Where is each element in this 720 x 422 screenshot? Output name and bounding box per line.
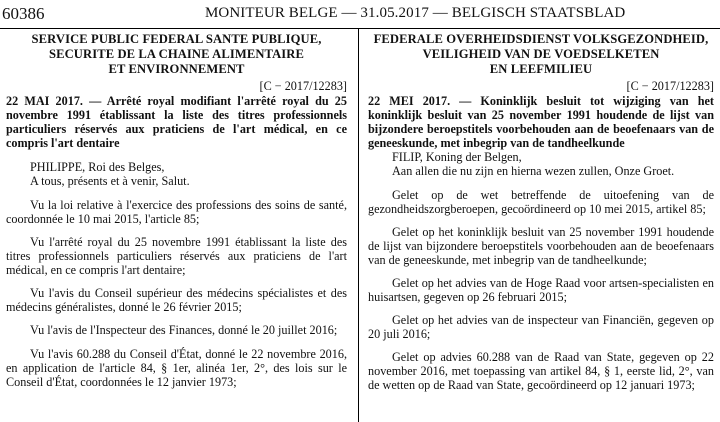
dutch-column — [368, 32, 714, 392]
sovereign-line: PHILIPPE, Roi des Belges, — [30, 160, 165, 174]
preamble-paragraph: Gelet op het advies van de inspecteur van Financiën, gegeven op 20 juli 2016; — [368, 313, 714, 341]
greeting-line: Aan allen die nu zijn en hierna wezen zullen, Onze Groet. — [392, 164, 675, 178]
preamble-paragraph: Gelet op het advies van de Hoge Raad voor artsen-specialisten en huisartsen, gegeven op 26 februari 2015; — [368, 276, 714, 304]
decree-title: — Arrêté royal modifiant l'arrêté royal du 25 novembre 1991 établissant la liste des titres professionnels particuliers réservés aux praticiens de l'art médical, en ce compris l'art dentaire — [6, 94, 347, 150]
preamble-paragraph: Vu l'arrêté royal du 25 novembre 1991 établissant la liste des titres professionnels particuliers réservés aux praticiens de l'art médical, en ce compris l'art dentaire; — [6, 235, 347, 277]
page-header — [0, 0, 720, 29]
institution-name: SERVICE PUBLIC FEDERAL SANTE PUBLIQUE, SECURITE DE LA CHAINE ALIMENTAIRE ET ENVIRONNEMENT — [31, 32, 322, 76]
preamble-paragraph: Gelet op het koninklijk besluit van 25 november 1991 houdende de lijst van bijzondere beroepstitels voorbehouden aan de beoefenaars van de geneeskunde, met inbegrip van de tandheelkunde; — [368, 225, 714, 267]
gazette-title: MONITEUR BELGE — 31.05.2017 — BELGISCH STAATSBLAD — [205, 5, 626, 21]
greeting-line: A tous, présents et à venir, Salut. — [30, 174, 190, 188]
preamble-paragraph: Vu l'avis du Conseil supérieur des médecins spécialistes et des médecins généralistes, donné le 26 février 2015; — [6, 286, 347, 314]
preamble-paragraph: Vu l'avis 60.288 du Conseil d'État, donné le 22 novembre 2016, en application de l'article 84, § 1er, alinéa 1er, 2°, des lois sur le Conseil d'État, coordonnées le 12 janvier 1973; — [6, 347, 347, 389]
institution-name: FEDERALE OVERHEIDSDIENST VOLKSGEZONDHEID, VEILIGHEID VAN DE VOEDSELKETEN EN LEEFMILIEU — [373, 32, 709, 76]
preamble-paragraph: Gelet op de wet betreffende de uitoefening van de gezondheidszorgberoepen, gecoördineerd op 10 mei 2015, artikel 85; — [368, 188, 714, 216]
decree-heading — [6, 94, 347, 150]
decree-date: 22 MEI 2017. — [368, 94, 451, 108]
column-divider — [358, 28, 359, 422]
preamble-paragraph: Vu la loi relative à l'exercice des professions des soins de santé, coordonnée le 10 mai 2015, l'article 85; — [6, 198, 347, 226]
sovereign-line: FILIP, Koning der Belgen, — [392, 150, 522, 164]
decree-date: 22 MAI 2017. — [6, 94, 83, 108]
preamble-paragraph: Vu l'avis de l'Inspecteur des Finances, donné le 20 juillet 2016; — [30, 323, 338, 337]
page-number: 60386 — [2, 4, 45, 23]
reference-number: [C − 2017/12283] — [259, 79, 347, 93]
decree-title: — Koninklijk besluit tot wijziging van het koninklijk besluit van 25 november 1991 houdende de lijst van bijzondere beroepstitels voorbehouden aan de beoefenaars van de geneeskunde, met inbegrip van de tandheelkunde — [368, 94, 714, 150]
preamble-paragraph: Gelet op advies 60.288 van de Raad van State, gegeven op 22 november 2016, met toepassing van artikel 84, § 1, eerste lid, 2°, van de wetten op de Raad van State, gecoördineerd op 12 januari 1973; — [368, 350, 714, 392]
reference-number: [C − 2017/12283] — [626, 79, 714, 93]
decree-heading — [368, 94, 714, 150]
french-column — [6, 32, 347, 389]
